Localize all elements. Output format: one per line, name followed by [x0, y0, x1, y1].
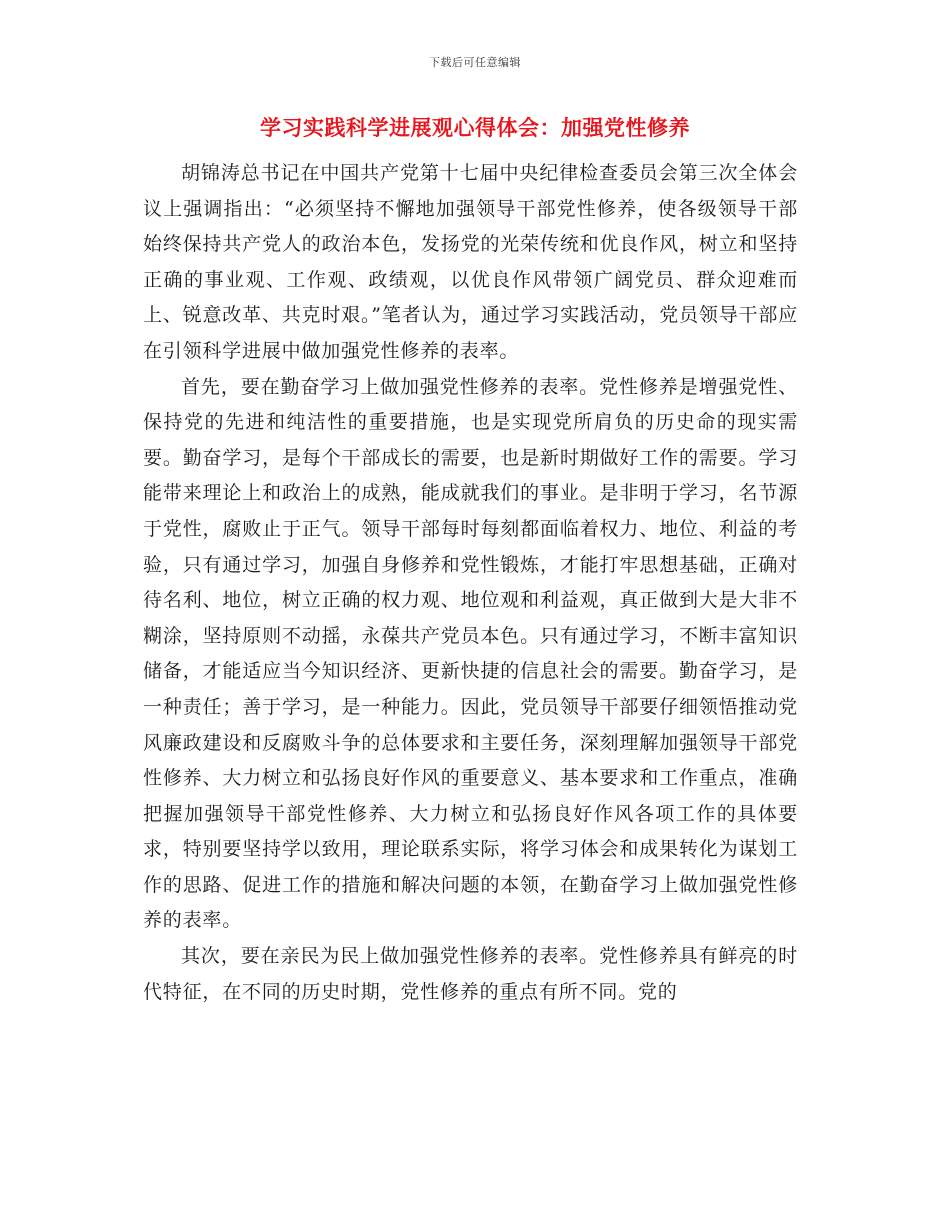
- paragraph-intro: 胡锦涛总书记在中国共产党第十七届中央纪律检查委员会第三次全体会议上强调指出：“必须坚持不懈地加强领导干部党性修养，使各级领导干部始终保持共产党人的政治本色，发扬党的光荣传统和优良作风，树立和坚持正确的事业观、工作观、政绩观，以优良作风带领广阔党员、群众迎难而上、锐意改革、共克时艰。”笔者认为，通过学习实践活动，党员领导干部应在引领科学进展中做加强党性修养的表率。: [143, 162, 798, 362]
- download-note: 下载后可任意编辑: [429, 56, 521, 69]
- paragraph-first-point: 首先，要在勤奋学习上做加强党性修养的表率。党性修养是增强党性、保持党的先进和纯洁性的重要措施，也是实现党所肩负的历史命的现实需要。勤奋学习，是每个干部成长的需要，也是新时期做好工作的需要。学习能带来理论上和政治上的成熟，能成就我们的事业。是非明于学习，名节源于党性，腐败止于正气。领导干部每时每刻都面临着权力、地位、利益的考验，只有通过学习，加强自身修养和党性锻炼，才能打牢思想基础，正确对待名利、地位，树立正确的权力观、地位观和利益观，真正做到大是大非不糊涂，坚持原则不动摇，永葆共产党员本色。只有通过学习，不断丰富知识储备，才能适应当今知识经济、更新快捷的信息社会的需要。勤奋学习，是一种责任；善于学习，是一种能力。因此，党员领导干部要仔细领悟推动党风廉政建设和反腐败斗争的总体要求和主要任务，深刻理解加强领导干部党性修养、大力树立和弘扬良好作风的重要意义、基本要求和工作重点，准确把握加强领导干部党性修养、大力树立和弘扬良好作风各项工作的具体要求，特别要坚持学以致用，理论联系实际，将学习体会和成果转化为谋划工作的思路、促进工作的措施和解决问题的本领，在勤奋学习上做加强党性修养的表率。: [143, 375, 798, 932]
- document-title: 学习实践科学进展观心得体会：加强党性修养: [260, 115, 690, 140]
- paragraph-second-point: 其次，要在亲民为民上做加强党性修养的表率。党性修养具有鲜亮的时代特征，在不同的历史时期，党性修养的重点有所不同。党的: [143, 945, 798, 1003]
- document-body: [143, 156, 798, 1010]
